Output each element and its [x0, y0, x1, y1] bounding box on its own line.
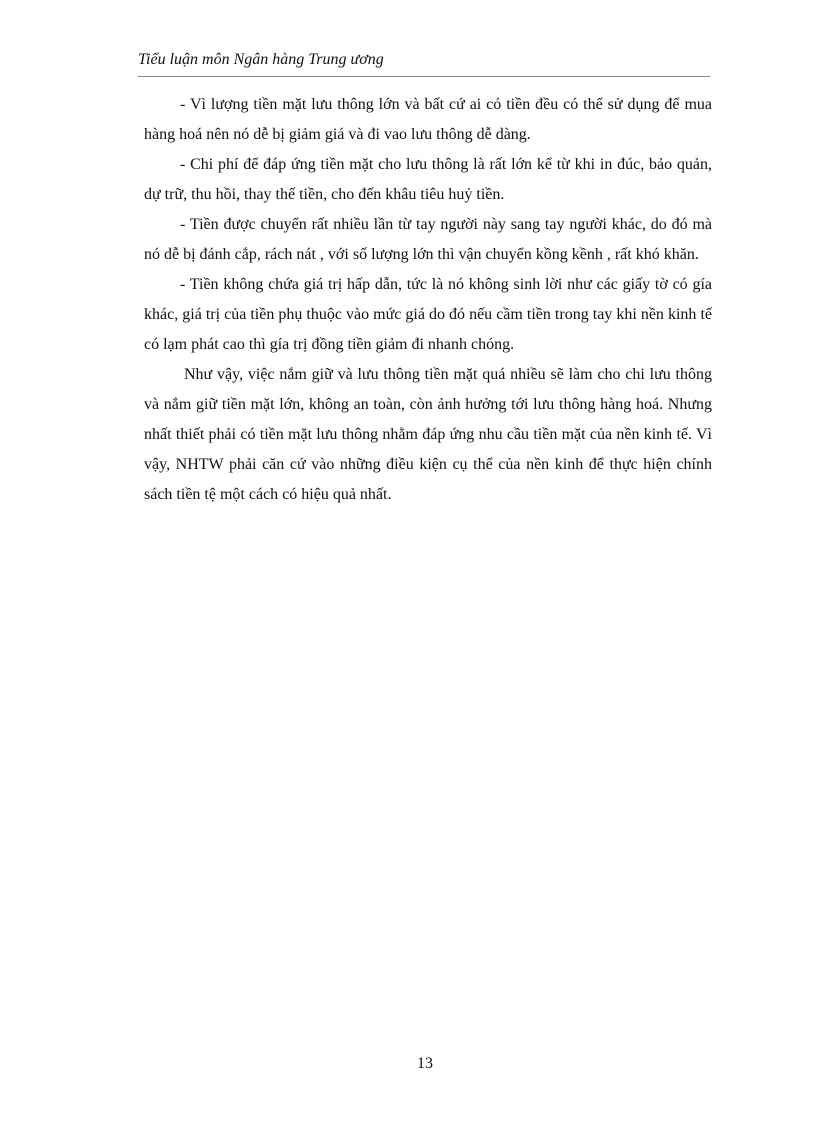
page-header-title: Tiểu luận môn Ngân hàng Trung ương — [138, 51, 384, 68]
body-text — [144, 90, 712, 510]
header-divider — [138, 76, 710, 77]
page-number: 13 — [417, 1055, 433, 1072]
paragraph-cash-circulation: - Vì lượng tiền mặt lưu thông lớn và bất cứ ai có tiền đều có thể sử dụng để mua hàng hoá nên nó dễ bị giảm giá và đi vao lưu thông dễ dàng. — [144, 96, 712, 143]
paragraph-conclusion: Như vậy, việc nắm giữ và lưu thông tiền mặt quá nhiều sẽ làm cho chi lưu thông và nắm giữ tiền mặt lớn, không an toàn, còn ảnh hưởng tới lưu thông hàng hoá. Nhưng nhất thiết phải có tiền mặt lưu thông nhằm đáp ứng nhu cầu tiền mặt của nền kinh tế. Vì vậy, NHTW phải căn cứ vào những điều kiện cụ thể của nền kinh để thực hiện chính sách tiền tệ một cách có hiệu quả nhất. — [144, 366, 712, 503]
paragraph-cash-transfer: - Tiền được chuyển rất nhiều lần từ tay người này sang tay người khác, do đó mà nó dễ bị đánh cắp, rách nát , với số lượng lớn thì vận chuyển kồng kềnh , rất khó khăn. — [144, 216, 712, 263]
paragraph-cash-cost: - Chi phí để đáp ứng tiền mặt cho lưu thông là rất lớn kể từ khi in đúc, bảo quản, dự trữ, thu hồi, thay thế tiền, cho đến khâu tiêu huỷ tiền. — [144, 156, 712, 203]
paragraph-cash-value: - Tiền không chứa giá trị hấp dẫn, tức là nó không sinh lời như các giấy tờ có gía khác, giá trị của tiền phụ thuộc vào mức giá do đó nếu cầm tiền trong tay khi nền kinh tế có lạm phát cao thì gía trị đồng tiền giảm đi nhanh chóng. — [144, 276, 712, 353]
